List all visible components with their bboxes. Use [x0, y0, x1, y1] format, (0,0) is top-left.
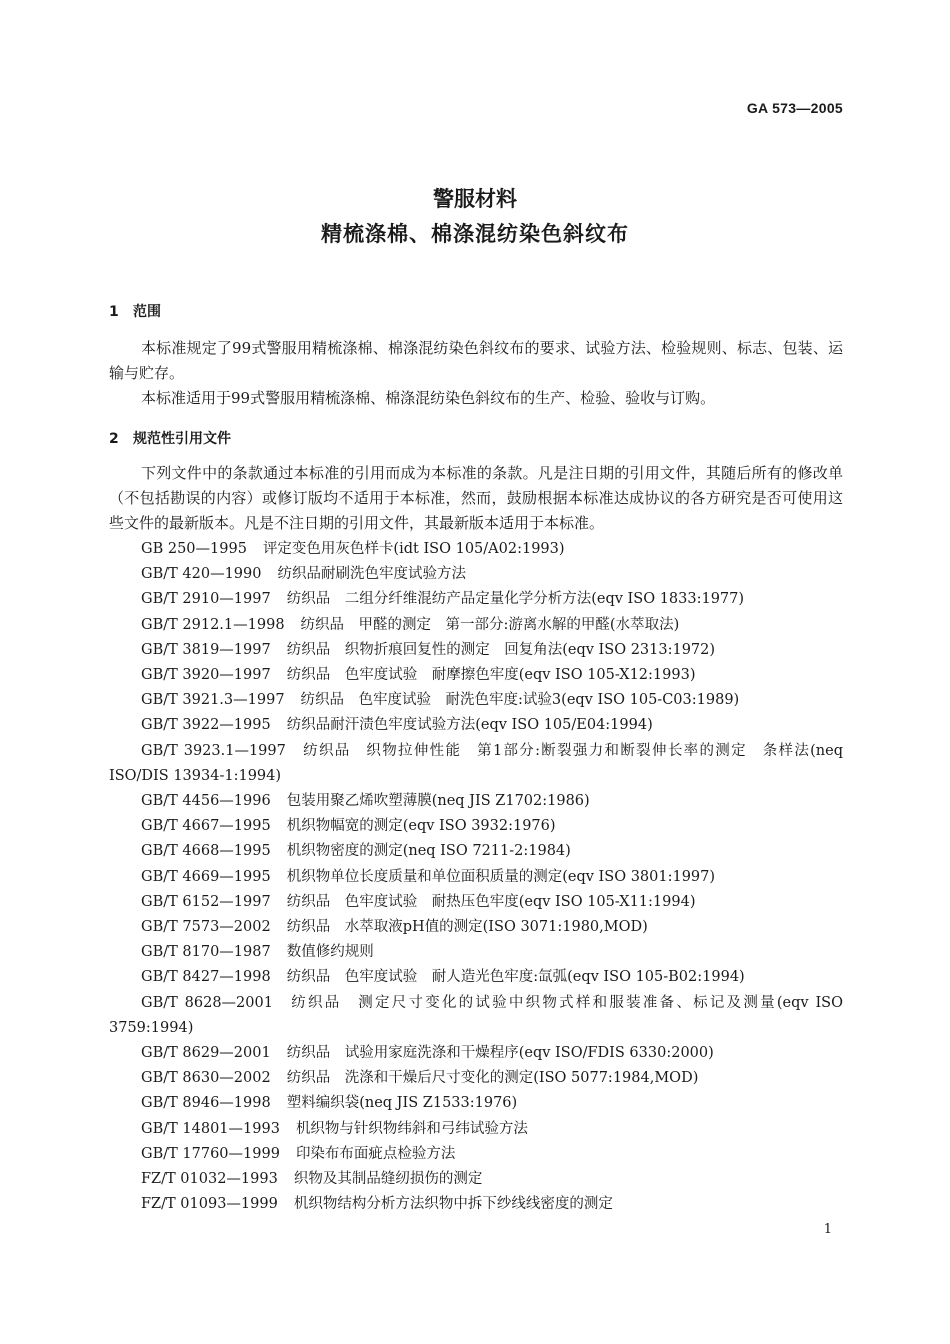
reference-title: 纺织品 洗涤和干燥后尺寸变化的测定(ISO 5077:1984,MOD) [286, 1070, 699, 1087]
reference-code: GB/T 2910—1997 [141, 591, 271, 608]
reference-title: 织物及其制品缝纫损伤的测定 [293, 1171, 483, 1188]
reference-code: GB/T 8946—1998 [141, 1095, 271, 1112]
reference-code: GB 250—1995 [141, 541, 247, 557]
reference-item [109, 965, 843, 990]
reference-item [109, 940, 843, 965]
page-number: 1 [823, 1222, 832, 1237]
reference-code: GB/T 8630—2002 [141, 1070, 271, 1087]
reference-code: GB/T 3922—1995 [141, 717, 271, 734]
standard-code: GA 573—2005 [746, 100, 843, 116]
document-title-line2: 精梳涤棉、棉涤混纺染色斜纹布 [321, 222, 629, 246]
reference-item [109, 865, 843, 890]
section-title: 规范性引用文件 [133, 431, 231, 447]
reference-item [109, 1167, 843, 1192]
reference-title: 纺织品 水萃取液pH值的测定(ISO 3071:1980,MOD) [286, 919, 648, 936]
reference-code: GB/T 3819—1997 [141, 641, 271, 658]
reference-item [109, 1066, 843, 1091]
reference-title: 机织物单位长度质量和单位面积质量的测定(eqv ISO 3801:1997) [286, 868, 716, 885]
document-title-line1: 警服材料 [433, 187, 517, 211]
section-number: 1 [109, 304, 119, 320]
reference-code: GB/T 17760—1999 [141, 1145, 280, 1162]
reference-title: 纺织品 二组分纤维混纺产品定量化学分析方法(eqv ISO 1833:1977) [286, 591, 745, 608]
reference-item [109, 562, 843, 587]
reference-code: GB/T 7573—2002 [141, 919, 271, 936]
reference-code: GB/T 8628—2001 [141, 994, 273, 1011]
reference-item [109, 613, 843, 638]
reference-title: 机织物与针织物纬斜和弓纬试验方法 [295, 1120, 528, 1137]
reference-title: 纺织品 色牢度试验 耐人造光色牢度:氙弧(eqv ISO 105-B02:1994) [286, 969, 745, 986]
reference-title: 印染布布面疵点检验方法 [295, 1145, 456, 1162]
reference-item [109, 890, 843, 915]
reference-code: GB/T 4668—1995 [141, 843, 271, 860]
reference-item [109, 915, 843, 940]
reference-title: 纺织品 色牢度试验 耐热压色牢度(eqv ISO 105-X11:1994) [286, 893, 696, 910]
reference-code: GB/T 3923.1—1997 [141, 742, 286, 759]
reference-title: 机织物结构分析方法织物中拆下纱线线密度的测定 [293, 1196, 613, 1213]
reference-code: GB/T 8170—1987 [141, 944, 271, 961]
reference-item [109, 1142, 843, 1167]
reference-code: GB/T 420—1990 [141, 566, 262, 583]
section-1-heading [109, 301, 161, 321]
reference-code: GB/T 4456—1996 [141, 793, 271, 810]
reference-code: GB/T 8427—1998 [141, 969, 271, 986]
reference-item [109, 663, 843, 688]
reference-title: 纺织品耐汗渍色牢度试验方法(eqv ISO 105/E04:1994) [286, 717, 653, 734]
reference-code: FZ/T 01093—1999 [141, 1196, 278, 1213]
reference-title: 机织物密度的测定(neq ISO 7211-2:1984) [286, 843, 571, 860]
section-2-intro: 下列文件中的条款通过本标准的引用而成为本标准的条款。凡是注日期的引用文件，其随后所有的修改单（不包括勘误的内容）或修订版均不适用于本标准，然而，鼓励根据本标准达成协议的各方研究是否可使用这些文件的最新版本。凡是不注日期的引用文件，其最新版本适用于本标准。 [109, 464, 843, 532]
reference-title: 纺织品耐刷洗色牢度试验方法 [277, 566, 466, 583]
reference-title: 数值修约规则 [286, 944, 374, 961]
reference-title: 纺织品 试验用家庭洗涤和干燥程序(eqv ISO/FDIS 6330:2000) [286, 1045, 714, 1062]
reference-item [109, 991, 843, 1041]
reference-code: GB/T 4667—1995 [141, 818, 271, 835]
reference-item [109, 1192, 843, 1217]
reference-item [109, 789, 843, 814]
reference-item [109, 1041, 843, 1066]
reference-item [109, 1091, 843, 1116]
section-2-heading [109, 428, 231, 448]
section-title: 范围 [133, 304, 161, 320]
section-number: 2 [109, 431, 119, 447]
reference-code: GB/T 3921.3—1997 [141, 692, 285, 709]
reference-code: GB/T 2912.1—1998 [141, 616, 285, 633]
reference-code: GB/T 3920—1997 [141, 667, 271, 684]
section-1-paragraph-2: 本标准适用于99式警服用精梳涤棉、棉涤混纺染色斜纹布的生产、检验、验收与订购。 [141, 389, 716, 407]
reference-title: 包装用聚乙烯吹塑薄膜(neq JIS Z1702:1986) [286, 793, 590, 810]
reference-title: 纺织品 甲醛的测定 第一部分:游离水解的甲醛(水萃取法) [300, 616, 680, 633]
reference-title: 纺织品 织物折痕回复性的测定 回复角法(eqv ISO 2313:1972) [286, 641, 716, 658]
reference-item [109, 713, 843, 738]
reference-title: 纺织品 色牢度试验 耐洗色牢度:试验3(eqv ISO 105-C03:1989) [300, 692, 740, 709]
reference-item [109, 688, 843, 713]
reference-title: 纺织品 色牢度试验 耐摩擦色牢度(eqv ISO 105-X12:1993) [286, 667, 696, 684]
reference-item [109, 839, 843, 864]
reference-title: 纺织品 织物拉伸性能 第1部分:断裂强力和断裂伸长率的测定 条样法(neq ISO/DIS 13934-1:1994) [109, 742, 843, 784]
reference-code: GB/T 8629—2001 [141, 1045, 271, 1062]
reference-item [109, 1117, 843, 1142]
reference-item [109, 814, 843, 839]
reference-code: GB/T 14801—1993 [141, 1120, 280, 1137]
reference-title: 纺织品 测定尺寸变化的试验中织物式样和服装准备、标记及测量(eqv ISO 3759:1994) [109, 994, 843, 1036]
reference-code: FZ/T 01032—1993 [141, 1171, 278, 1188]
reference-item [109, 638, 843, 663]
section-1-paragraph-1: 本标准规定了99式警服用精梳涤棉、棉涤混纺染色斜纹布的要求、试验方法、检验规则、标志、包装、运输与贮存。 [109, 339, 843, 382]
reference-item [109, 537, 843, 562]
reference-code: GB/T 6152—1997 [141, 893, 271, 910]
reference-title: 机织物幅宽的测定(eqv ISO 3932:1976) [286, 818, 556, 835]
reference-title: 塑料编织袋(neq JIS Z1533:1976) [286, 1095, 518, 1112]
reference-list [109, 537, 843, 1217]
reference-item [109, 587, 843, 612]
reference-item [109, 739, 843, 789]
reference-code: GB/T 4669—1995 [141, 868, 271, 885]
reference-title: 评定变色用灰色样卡(idt ISO 105/A02:1993) [262, 541, 565, 557]
